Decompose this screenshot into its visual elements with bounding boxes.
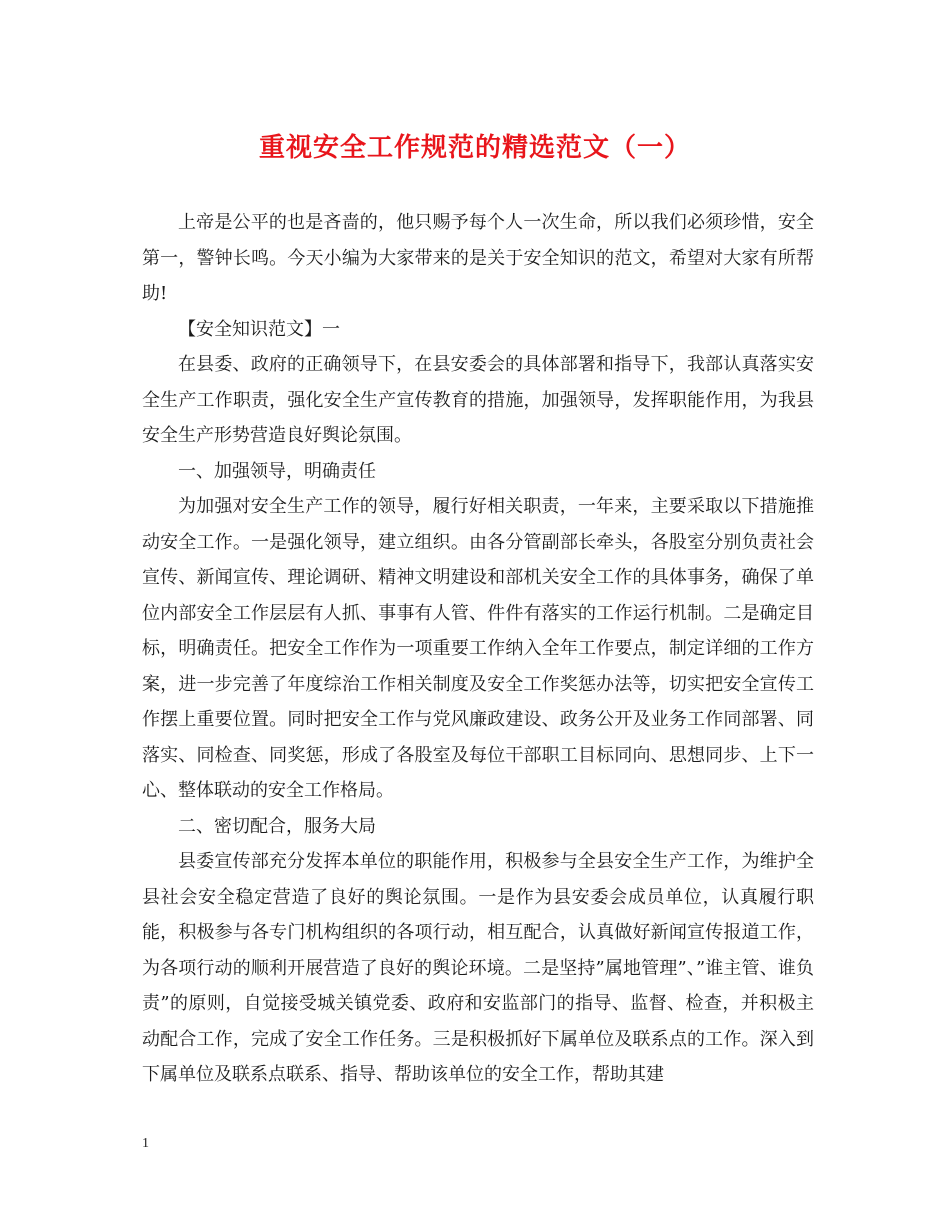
page-number: 1 xyxy=(142,1136,149,1151)
body-paragraph: 在县委、政府的正确领导下，在县安委会的具体部署和指导下，我部认真落实安全生产工作职责，强化安全生产宣传教育的措施，加强领导，发挥职能作用，为我县安全生产形势营造良好舆论氛围。 xyxy=(142,354,814,446)
body-paragraph: 县委宣传部充分发挥本单位的职能作用，积极参与全县安全生产工作，为维护全县社会安全稳定营造了良好的舆论氛围。一是作为县安委会成员单位，认真履行职能，积极参与各专门机构组织的各项行动，相互配合，认真做好新闻宣传报道工作，为各项行动的顺利开展营造了良好的舆论环境。二是坚持”属地管理”、”谁主管、谁负责”的原则，自觉接受城关镇党委、政府和安监部门的指导、监督、检查，并积极主动配合工作，完成了安全工作任务。三是积极抓好下属单位及联系点的工作。深入到下属单位及联系点联系、指导、帮助该单位的安全工作，帮助其建 xyxy=(142,851,814,1085)
document-title: 重视安全工作规范的精选范文（一） xyxy=(258,133,691,163)
body-paragraph: 为加强对安全生产工作的领导，履行好相关职责，一年来，主要采取以下措施推动安全工作。一是强化领导，建立组织。由各分管副部长牵头，各股室分别负责社会宣传、新闻宣传、理论调研、精神文明建设和部机关安全工作的具体事务，确保了单位内部安全工作层层有人抓、事事有人管、件件有落实的工作运行机制。二是确定目标，明确责任。把安全工作作为一项重要工作纳入全年工作要点，制定详细的工作方案，进一步完善了年度综治工作相关制度及安全工作奖惩办法等，切实把安全宣传工作摆上重要位置。同时把安全工作与党风廉政建设、政务公开及业务工作同部署、同落实、同检查、同奖惩，形成了各股室及每位干部职工目标同向、思想同步、上下一心、整体联动的安全工作格局。 xyxy=(142,496,814,801)
intro-paragraph: 上帝是公平的也是吝啬的，他只赐予每个人一次生命，所以我们必须珍惜，安全第一，警钟长鸣。今天小编为大家带来的是关于安全知识的范文，希望对大家有所帮助! xyxy=(142,212,814,304)
section-heading: 一、加强领导，明确责任 xyxy=(178,460,376,482)
section-label: 【安全知识范文】一 xyxy=(178,318,340,340)
document-body xyxy=(142,205,814,1093)
section-heading: 二、密切配合，服务大局 xyxy=(178,815,376,837)
